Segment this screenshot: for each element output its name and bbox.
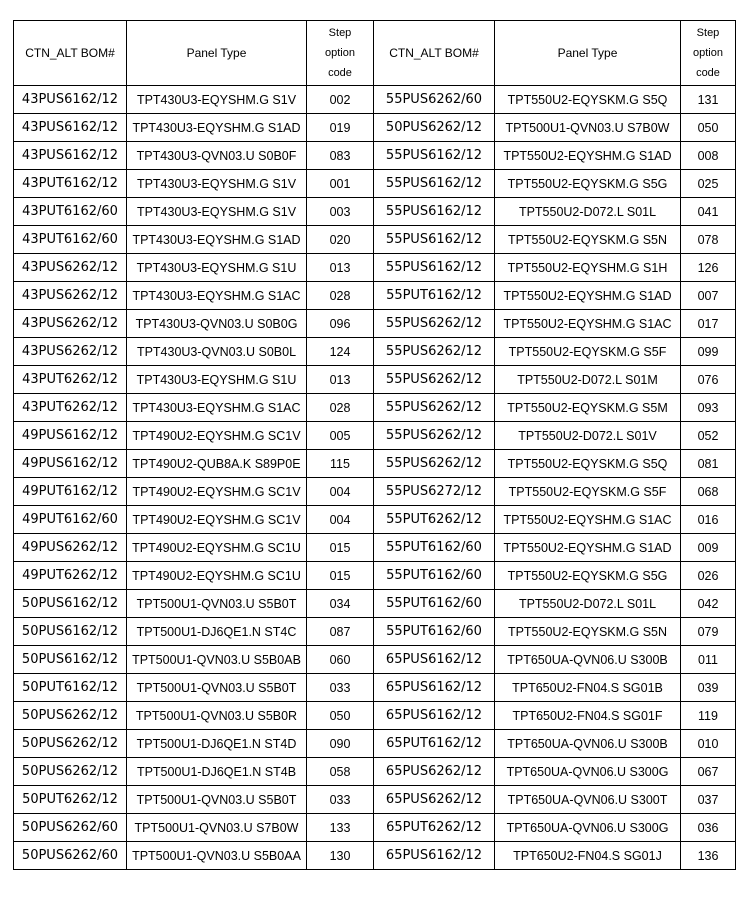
code-cell-right: 037 bbox=[681, 786, 736, 814]
panel-cell-left: TPT430U3-QVN03.U S0B0G bbox=[127, 310, 307, 338]
code-cell-left: 013 bbox=[307, 366, 374, 394]
table-row bbox=[14, 674, 736, 702]
ctn-cell-left: 50PUS6162/12 bbox=[14, 590, 127, 618]
ctn-cell-left: 49PUT6262/12 bbox=[14, 562, 127, 590]
table-row bbox=[14, 310, 736, 338]
ctn-cell-left: 49PUT6162/60 bbox=[14, 506, 127, 534]
code-cell-right: 017 bbox=[681, 310, 736, 338]
code-cell-right: 007 bbox=[681, 282, 736, 310]
code-cell-right: 009 bbox=[681, 534, 736, 562]
code-cell-left: 033 bbox=[307, 674, 374, 702]
ctn-cell-right: 55PUS6262/12 bbox=[374, 394, 495, 422]
table-row bbox=[14, 142, 736, 170]
ctn-cell-left: 50PUS6162/12 bbox=[14, 646, 127, 674]
table-row bbox=[14, 422, 736, 450]
ctn-cell-left: 50PUS6162/12 bbox=[14, 618, 127, 646]
panel-cell-right: TPT550U2-EQYSKM.G S5N bbox=[495, 618, 681, 646]
ctn-cell-left: 50PUT6262/12 bbox=[14, 786, 127, 814]
code-cell-left: 001 bbox=[307, 170, 374, 198]
table-row bbox=[14, 226, 736, 254]
panel-cell-left: TPT430U3-QVN03.U S0B0F bbox=[127, 142, 307, 170]
panel-cell-left: TPT500U1-DJ6QE1.N ST4C bbox=[127, 618, 307, 646]
code-cell-left: 124 bbox=[307, 338, 374, 366]
ctn-cell-left: 50PUS6262/12 bbox=[14, 758, 127, 786]
code-cell-right: 131 bbox=[681, 86, 736, 114]
panel-cell-left: TPT430U3-EQYSHM.G S1V bbox=[127, 170, 307, 198]
panel-cell-left: TPT490U2-EQYSHM.G SC1V bbox=[127, 506, 307, 534]
code-cell-right: 093 bbox=[681, 394, 736, 422]
ctn-cell-left: 43PUS6262/12 bbox=[14, 338, 127, 366]
code-cell-left: 002 bbox=[307, 86, 374, 114]
ctn-cell-right: 55PUS6262/12 bbox=[374, 338, 495, 366]
bom-table-body bbox=[14, 86, 736, 870]
panel-cell-right: TPT550U2-D072.L S01V bbox=[495, 422, 681, 450]
ctn-cell-right: 50PUS6262/12 bbox=[374, 114, 495, 142]
panel-cell-right: TPT650UA-QVN06.U S300B bbox=[495, 730, 681, 758]
ctn-cell-left: 43PUT6162/60 bbox=[14, 198, 127, 226]
ctn-cell-right: 55PUS6262/12 bbox=[374, 366, 495, 394]
ctn-cell-right: 55PUT6162/60 bbox=[374, 534, 495, 562]
panel-cell-right: TPT550U2-EQYSHM.G S1H bbox=[495, 254, 681, 282]
panel-cell-right: TPT550U2-D072.L S01M bbox=[495, 366, 681, 394]
header-code-right bbox=[681, 21, 736, 86]
panel-cell-right: TPT550U2-EQYSKM.G S5F bbox=[495, 478, 681, 506]
ctn-cell-left: 50PUS6262/12 bbox=[14, 702, 127, 730]
header-code-line2: option bbox=[693, 47, 723, 59]
table-row bbox=[14, 478, 736, 506]
ctn-cell-right: 65PUS6162/12 bbox=[374, 674, 495, 702]
ctn-cell-left: 43PUS6162/12 bbox=[14, 114, 127, 142]
panel-cell-right: TPT650U2-FN04.S SG01J bbox=[495, 842, 681, 870]
code-cell-right: 081 bbox=[681, 450, 736, 478]
table-row bbox=[14, 170, 736, 198]
table-row bbox=[14, 86, 736, 114]
code-cell-left: 005 bbox=[307, 422, 374, 450]
panel-cell-right: TPT550U2-EQYSHM.G S1AD bbox=[495, 142, 681, 170]
ctn-cell-left: 43PUS6162/12 bbox=[14, 86, 127, 114]
panel-cell-right: TPT650U2-FN04.S SG01B bbox=[495, 674, 681, 702]
panel-cell-left: TPT430U3-EQYSHM.G S1AD bbox=[127, 114, 307, 142]
ctn-cell-right: 55PUS6262/12 bbox=[374, 450, 495, 478]
ctn-cell-left: 43PUS6262/12 bbox=[14, 310, 127, 338]
header-ctn-left: CTN_ALT BOM# bbox=[14, 21, 127, 86]
ctn-cell-left: 49PUS6162/12 bbox=[14, 450, 127, 478]
header-panel-left: Panel Type bbox=[127, 21, 307, 86]
ctn-cell-left: 43PUT6162/60 bbox=[14, 226, 127, 254]
code-cell-left: 004 bbox=[307, 478, 374, 506]
panel-cell-right: TPT650U2-FN04.S SG01F bbox=[495, 702, 681, 730]
header-code-line3: code bbox=[328, 67, 352, 79]
code-cell-left: 004 bbox=[307, 506, 374, 534]
code-cell-left: 133 bbox=[307, 814, 374, 842]
table-row bbox=[14, 394, 736, 422]
table-row bbox=[14, 786, 736, 814]
header-panel-right: Panel Type bbox=[495, 21, 681, 86]
ctn-cell-right: 55PUS6272/12 bbox=[374, 478, 495, 506]
ctn-cell-right: 55PUS6162/12 bbox=[374, 170, 495, 198]
ctn-cell-left: 49PUT6162/12 bbox=[14, 478, 127, 506]
code-cell-left: 034 bbox=[307, 590, 374, 618]
code-cell-right: 011 bbox=[681, 646, 736, 674]
code-cell-left: 015 bbox=[307, 534, 374, 562]
ctn-cell-left: 50PUT6162/12 bbox=[14, 674, 127, 702]
code-cell-left: 058 bbox=[307, 758, 374, 786]
code-cell-left: 033 bbox=[307, 786, 374, 814]
header-code-line1: Step bbox=[328, 27, 352, 39]
panel-cell-left: TPT500U1-QVN03.U S5B0R bbox=[127, 702, 307, 730]
panel-cell-right: TPT550U2-EQYSHM.G S1AD bbox=[495, 534, 681, 562]
table-row bbox=[14, 646, 736, 674]
panel-cell-right: TPT650UA-QVN06.U S300B bbox=[495, 646, 681, 674]
code-cell-right: 041 bbox=[681, 198, 736, 226]
panel-cell-right: TPT550U2-D072.L S01L bbox=[495, 590, 681, 618]
ctn-cell-left: 43PUS6262/12 bbox=[14, 282, 127, 310]
code-cell-left: 020 bbox=[307, 226, 374, 254]
panel-cell-left: TPT430U3-EQYSHM.G S1AC bbox=[127, 394, 307, 422]
code-cell-right: 119 bbox=[681, 702, 736, 730]
panel-cell-right: TPT500U1-QVN03.U S7B0W bbox=[495, 114, 681, 142]
ctn-cell-left: 50PUS6262/60 bbox=[14, 814, 127, 842]
panel-cell-left: TPT430U3-EQYSHM.G S1U bbox=[127, 254, 307, 282]
code-cell-left: 015 bbox=[307, 562, 374, 590]
code-cell-right: 078 bbox=[681, 226, 736, 254]
code-cell-left: 003 bbox=[307, 198, 374, 226]
panel-cell-left: TPT490U2-EQYSHM.G SC1U bbox=[127, 562, 307, 590]
header-code-line2: option bbox=[325, 47, 355, 59]
panel-cell-left: TPT490U2-EQYSHM.G SC1V bbox=[127, 422, 307, 450]
panel-cell-left: TPT500U1-QVN03.U S5B0AB bbox=[127, 646, 307, 674]
panel-cell-left: TPT490U2-QUB8A.K S89P0E bbox=[127, 450, 307, 478]
panel-cell-right: TPT550U2-EQYSKM.G S5N bbox=[495, 226, 681, 254]
ctn-cell-right: 55PUT6162/60 bbox=[374, 562, 495, 590]
ctn-cell-right: 55PUT6162/60 bbox=[374, 618, 495, 646]
panel-cell-left: TPT430U3-EQYSHM.G S1U bbox=[127, 366, 307, 394]
code-cell-right: 126 bbox=[681, 254, 736, 282]
code-cell-left: 019 bbox=[307, 114, 374, 142]
panel-cell-left: TPT430U3-EQYSHM.G S1AD bbox=[127, 226, 307, 254]
panel-cell-right: TPT650UA-QVN06.U S300T bbox=[495, 786, 681, 814]
panel-cell-right: TPT550U2-EQYSHM.G S1AD bbox=[495, 282, 681, 310]
code-cell-left: 013 bbox=[307, 254, 374, 282]
table-row bbox=[14, 338, 736, 366]
table-row bbox=[14, 702, 736, 730]
code-cell-right: 036 bbox=[681, 814, 736, 842]
code-cell-right: 008 bbox=[681, 142, 736, 170]
code-cell-right: 079 bbox=[681, 618, 736, 646]
code-cell-left: 087 bbox=[307, 618, 374, 646]
panel-cell-right: TPT550U2-EQYSKM.G S5G bbox=[495, 170, 681, 198]
code-cell-left: 028 bbox=[307, 282, 374, 310]
table-row bbox=[14, 758, 736, 786]
ctn-cell-right: 55PUS6162/12 bbox=[374, 226, 495, 254]
code-cell-left: 060 bbox=[307, 646, 374, 674]
ctn-cell-right: 55PUT6162/12 bbox=[374, 282, 495, 310]
ctn-cell-left: 43PUT6162/12 bbox=[14, 170, 127, 198]
code-cell-left: 083 bbox=[307, 142, 374, 170]
ctn-cell-right: 65PUT6262/12 bbox=[374, 814, 495, 842]
panel-cell-left: TPT500U1-DJ6QE1.N ST4B bbox=[127, 758, 307, 786]
ctn-cell-right: 65PUT6162/12 bbox=[374, 730, 495, 758]
panel-cell-left: TPT500U1-QVN03.U S5B0T bbox=[127, 674, 307, 702]
ctn-cell-right: 65PUS6162/12 bbox=[374, 702, 495, 730]
header-code-line3: code bbox=[696, 67, 720, 79]
ctn-cell-left: 49PUS6262/12 bbox=[14, 534, 127, 562]
panel-cell-right: TPT550U2-EQYSHM.G S1AC bbox=[495, 310, 681, 338]
panel-cell-right: TPT650UA-QVN06.U S300G bbox=[495, 758, 681, 786]
code-cell-left: 115 bbox=[307, 450, 374, 478]
ctn-cell-left: 43PUT6262/12 bbox=[14, 366, 127, 394]
panel-cell-left: TPT490U2-EQYSHM.G SC1U bbox=[127, 534, 307, 562]
table-row bbox=[14, 282, 736, 310]
code-cell-right: 016 bbox=[681, 506, 736, 534]
header-row bbox=[14, 21, 736, 86]
header-code-left bbox=[307, 21, 374, 86]
code-cell-right: 042 bbox=[681, 590, 736, 618]
code-cell-right: 039 bbox=[681, 674, 736, 702]
ctn-cell-right: 65PUS6162/12 bbox=[374, 842, 495, 870]
table-row bbox=[14, 590, 736, 618]
panel-cell-left: TPT500U1-QVN03.U S5B0T bbox=[127, 786, 307, 814]
panel-cell-right: TPT550U2-EQYSKM.G S5Q bbox=[495, 450, 681, 478]
ctn-cell-right: 55PUS6262/12 bbox=[374, 422, 495, 450]
ctn-cell-right: 55PUS6262/60 bbox=[374, 86, 495, 114]
panel-cell-left: TPT430U3-QVN03.U S0B0L bbox=[127, 338, 307, 366]
bom-table bbox=[13, 20, 736, 870]
code-cell-left: 096 bbox=[307, 310, 374, 338]
ctn-cell-right: 65PUS6262/12 bbox=[374, 786, 495, 814]
ctn-cell-right: 55PUT6262/12 bbox=[374, 506, 495, 534]
code-cell-right: 052 bbox=[681, 422, 736, 450]
panel-cell-right: TPT550U2-EQYSKM.G S5F bbox=[495, 338, 681, 366]
table-row bbox=[14, 534, 736, 562]
ctn-cell-right: 55PUT6162/60 bbox=[374, 590, 495, 618]
code-cell-right: 026 bbox=[681, 562, 736, 590]
ctn-cell-right: 55PUS6162/12 bbox=[374, 198, 495, 226]
panel-cell-left: TPT430U3-EQYSHM.G S1V bbox=[127, 198, 307, 226]
ctn-cell-right: 55PUS6262/12 bbox=[374, 310, 495, 338]
table-row bbox=[14, 730, 736, 758]
panel-cell-left: TPT490U2-EQYSHM.G SC1V bbox=[127, 478, 307, 506]
table-row bbox=[14, 562, 736, 590]
table-row bbox=[14, 366, 736, 394]
panel-cell-left: TPT500U1-DJ6QE1.N ST4D bbox=[127, 730, 307, 758]
code-cell-right: 067 bbox=[681, 758, 736, 786]
code-cell-left: 050 bbox=[307, 702, 374, 730]
code-cell-right: 136 bbox=[681, 842, 736, 870]
code-cell-left: 130 bbox=[307, 842, 374, 870]
code-cell-right: 025 bbox=[681, 170, 736, 198]
panel-cell-right: TPT550U2-D072.L S01L bbox=[495, 198, 681, 226]
ctn-cell-left: 50PUS6262/60 bbox=[14, 842, 127, 870]
table-row bbox=[14, 506, 736, 534]
code-cell-left: 090 bbox=[307, 730, 374, 758]
panel-cell-left: TPT430U3-EQYSHM.G S1AC bbox=[127, 282, 307, 310]
panel-cell-right: TPT550U2-EQYSHM.G S1AC bbox=[495, 506, 681, 534]
table-row bbox=[14, 254, 736, 282]
panel-cell-right: TPT550U2-EQYSKM.G S5G bbox=[495, 562, 681, 590]
header-code-line1: Step bbox=[696, 27, 720, 39]
code-cell-right: 010 bbox=[681, 730, 736, 758]
ctn-cell-right: 65PUS6162/12 bbox=[374, 646, 495, 674]
panel-cell-right: TPT550U2-EQYSKM.G S5M bbox=[495, 394, 681, 422]
ctn-cell-left: 43PUS6162/12 bbox=[14, 142, 127, 170]
table-row bbox=[14, 842, 736, 870]
ctn-cell-right: 65PUS6262/12 bbox=[374, 758, 495, 786]
code-cell-right: 099 bbox=[681, 338, 736, 366]
panel-cell-left: TPT500U1-QVN03.U S5B0AA bbox=[127, 842, 307, 870]
code-cell-left: 028 bbox=[307, 394, 374, 422]
panel-cell-right: TPT550U2-EQYSKM.G S5Q bbox=[495, 86, 681, 114]
table-row bbox=[14, 618, 736, 646]
ctn-cell-left: 43PUT6262/12 bbox=[14, 394, 127, 422]
ctn-cell-left: 50PUS6262/12 bbox=[14, 730, 127, 758]
table-row bbox=[14, 114, 736, 142]
panel-cell-left: TPT500U1-QVN03.U S7B0W bbox=[127, 814, 307, 842]
header-ctn-right: CTN_ALT BOM# bbox=[374, 21, 495, 86]
ctn-cell-left: 43PUS6262/12 bbox=[14, 254, 127, 282]
code-cell-right: 050 bbox=[681, 114, 736, 142]
table-row bbox=[14, 198, 736, 226]
ctn-cell-right: 55PUS6162/12 bbox=[374, 254, 495, 282]
panel-cell-right: TPT650UA-QVN06.U S300G bbox=[495, 814, 681, 842]
table-row bbox=[14, 450, 736, 478]
code-cell-right: 076 bbox=[681, 366, 736, 394]
table-row bbox=[14, 814, 736, 842]
panel-cell-left: TPT500U1-QVN03.U S5B0T bbox=[127, 590, 307, 618]
panel-cell-left: TPT430U3-EQYSHM.G S1V bbox=[127, 86, 307, 114]
code-cell-right: 068 bbox=[681, 478, 736, 506]
ctn-cell-right: 55PUS6162/12 bbox=[374, 142, 495, 170]
ctn-cell-left: 49PUS6162/12 bbox=[14, 422, 127, 450]
